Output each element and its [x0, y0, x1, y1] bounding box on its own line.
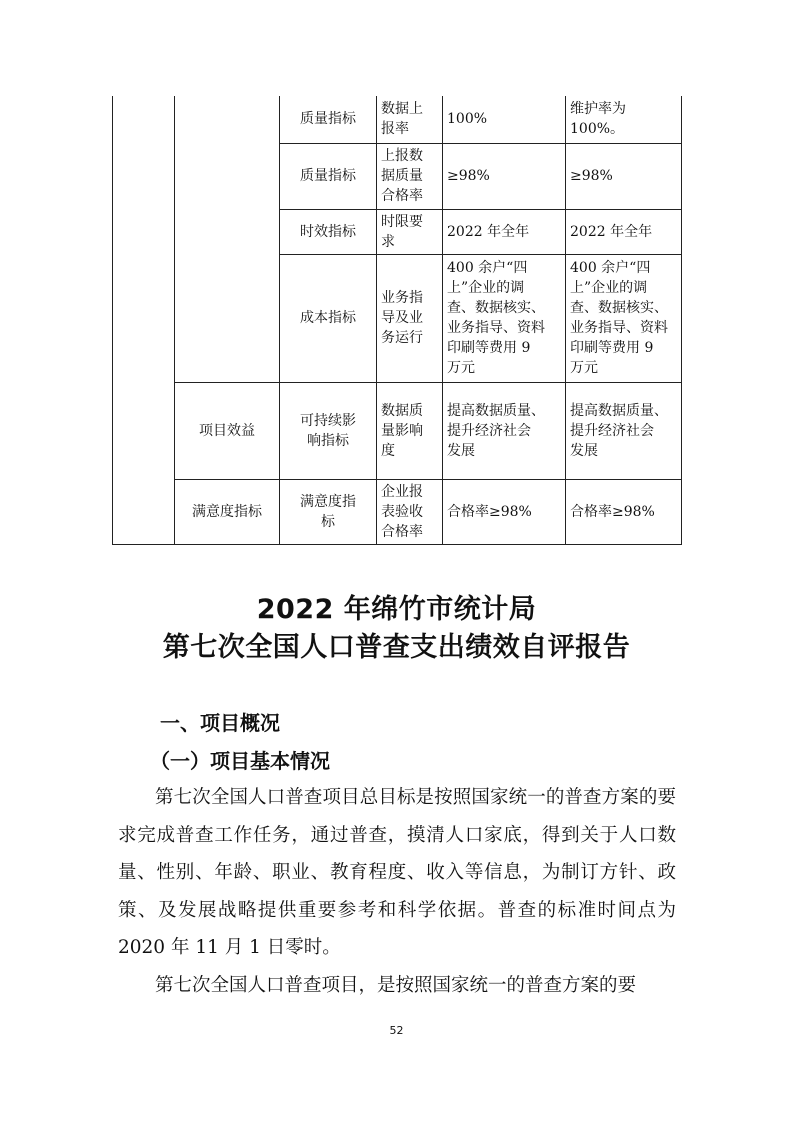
- section-heading: 一、项目概况: [160, 711, 280, 735]
- table-cell-blank: [175, 96, 280, 382]
- table-cell: 上报数 据质量 合格率: [377, 143, 443, 209]
- table-cell: 100%: [443, 96, 566, 143]
- report-title-line-2: 第七次全国人口普查支出绩效自评报告: [162, 632, 631, 663]
- table-cell: 2022 年全年: [443, 209, 566, 254]
- table-cell: 数据质 量影响 度: [377, 382, 443, 479]
- table-cell: 项目效益: [175, 382, 280, 479]
- table-cell: 维护率为 100%。: [566, 96, 682, 143]
- table-cell: ≥98%: [443, 143, 566, 209]
- table-cell: 时效指标: [280, 209, 377, 254]
- table-cell: 满意度指标: [175, 479, 280, 544]
- table-cell: 可持续影 响指标: [280, 382, 377, 479]
- table-cell: 提高数据质量、 提升经济社会 发展: [443, 382, 566, 479]
- table-cell: 数据上 报率: [377, 96, 443, 143]
- table-cell: 400 余户“四 上”企业的调 查、数据核实、 业务指导、资料 印刷等费用 9 万元: [566, 254, 682, 382]
- table-cell: 质量指标: [280, 96, 377, 143]
- table-cell: 企业报 表验收 合格率: [377, 479, 443, 544]
- table-cell-blank: [113, 96, 175, 544]
- table-cell: 质量指标: [280, 143, 377, 209]
- table-cell: 2022 年全年: [566, 209, 682, 254]
- table-cell: 合格率≥98%: [566, 479, 682, 544]
- table-cell: 400 余户“四 上”企业的调 查、数据核实、 业务指导、资料 印刷等费用 9 万元: [443, 254, 566, 382]
- body-paragraph: 第七次全国人口普查项目总目标是按照国家统一的普查方案的要求完成普查工作任务，通过普查，摸清人口家底，得到关于人口数量、性别、年龄、职业、教育程度、收入等信息，为制订方针、政策、及发展战略提供重要参考和科学依据。普查的标准时间点为 2020 年 11 月 1 日零时。: [118, 787, 676, 958]
- subsection-heading: （一）项目基本情况: [150, 749, 330, 773]
- table-cell: 成本指标: [280, 254, 377, 382]
- page-number: 52: [389, 1024, 404, 1037]
- table-cell: 时限要 求: [377, 209, 443, 254]
- report-title-line-1: 2022 年绵竹市统计局: [256, 594, 537, 625]
- table-row: [113, 479, 682, 544]
- table-cell: 业务指 导及业 务运行: [377, 254, 443, 382]
- table-cell: 提高数据质量、 提升经济社会 发展: [566, 382, 682, 479]
- table-cell: 合格率≥98%: [443, 479, 566, 544]
- body-paragraph: 第七次全国人口普查项目，是按照国家统一的普查方案的要: [155, 975, 637, 996]
- table-row: [113, 382, 682, 479]
- table-cell: ≥98%: [566, 143, 682, 209]
- table-cell: 满意度指 标: [280, 479, 377, 544]
- performance-indicator-table: [112, 96, 682, 545]
- table-row: [113, 96, 682, 143]
